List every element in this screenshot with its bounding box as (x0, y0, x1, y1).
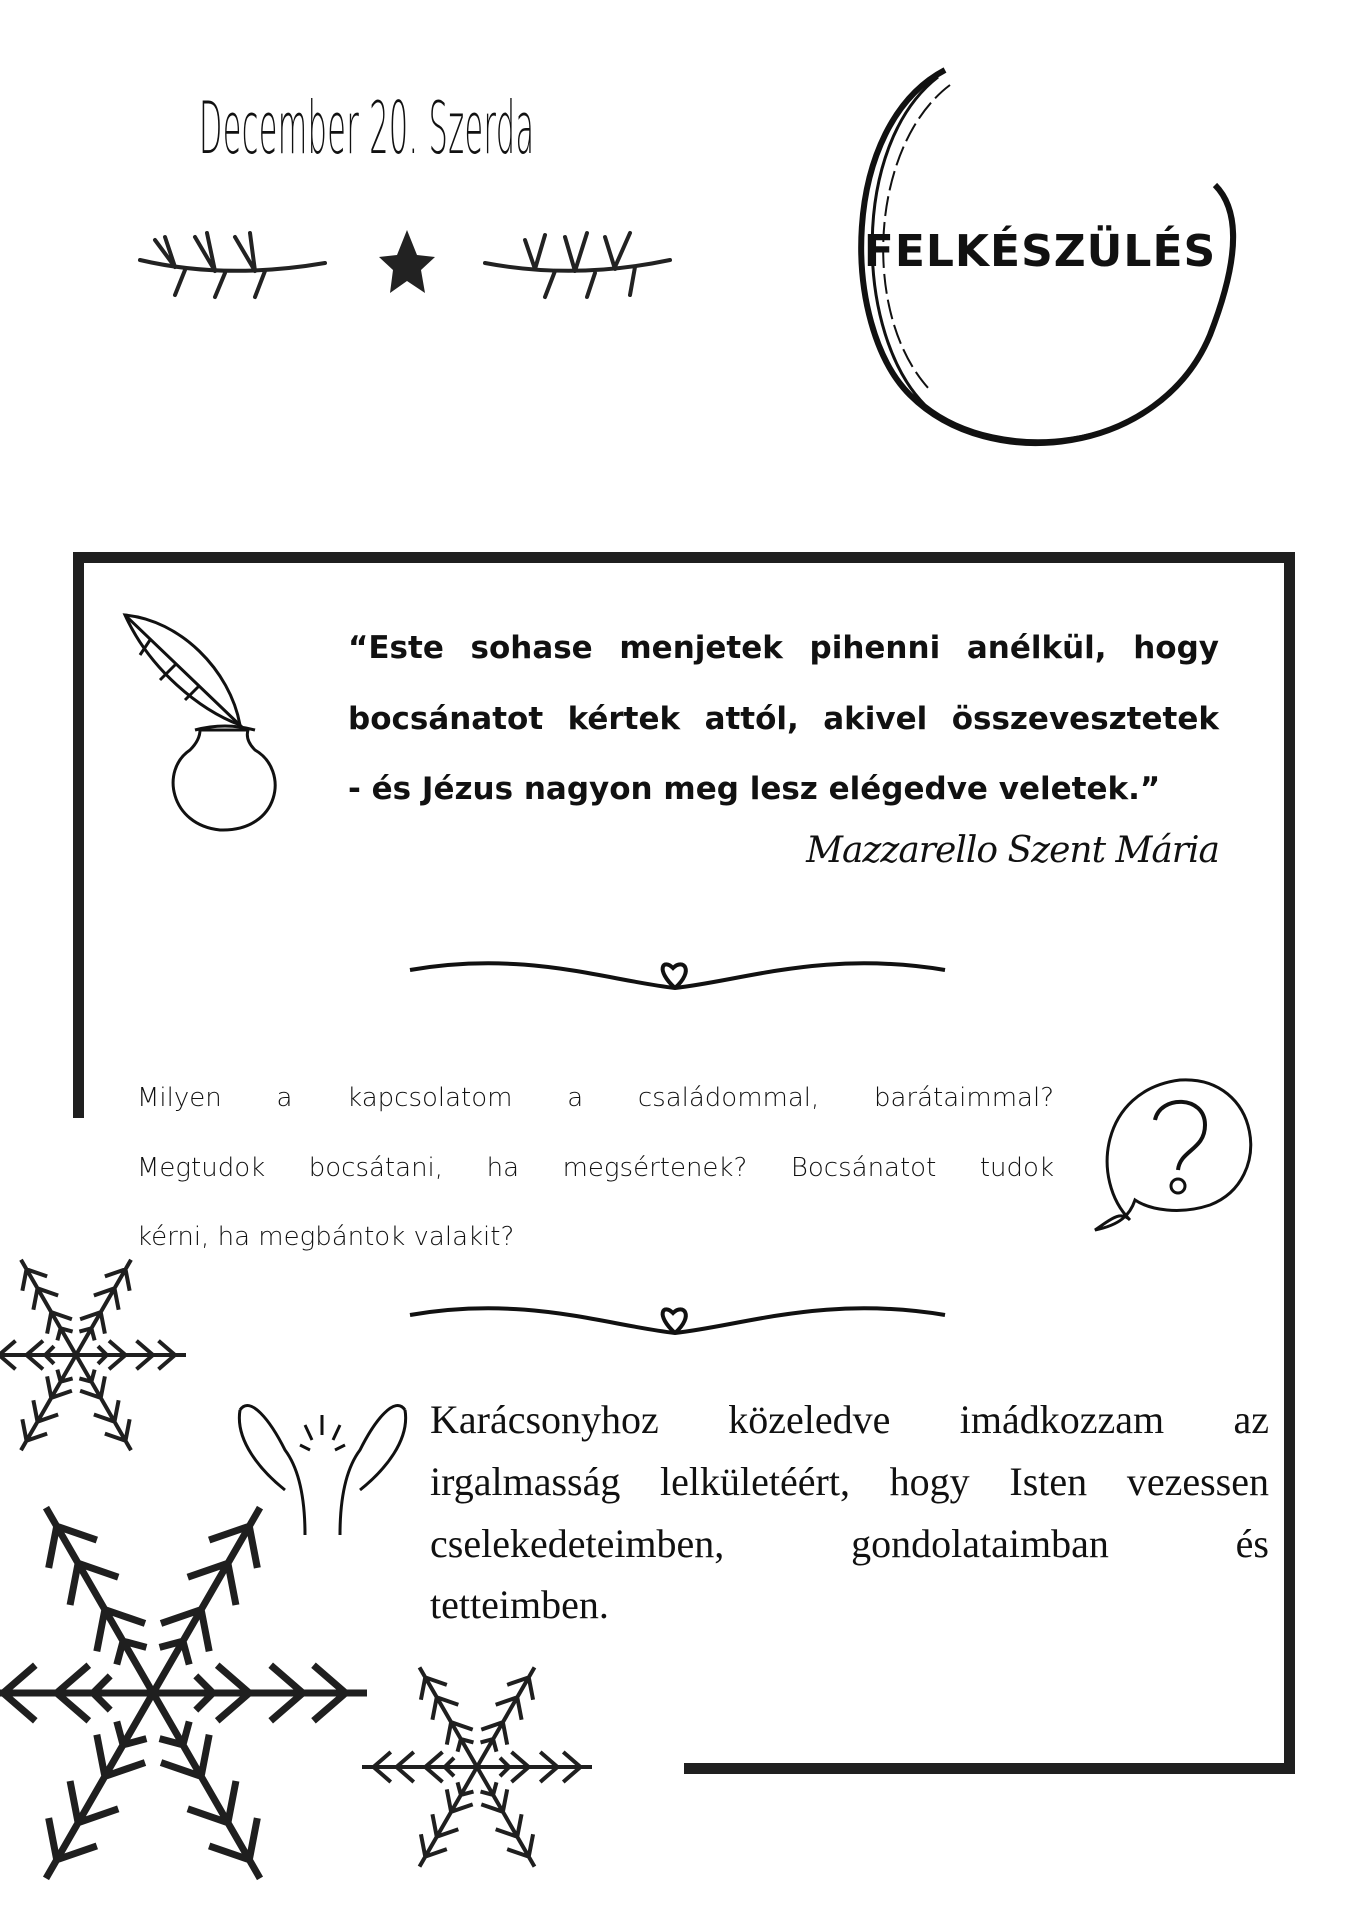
reflection-line: Milyen a kapcsolatom a családommal, barátaimmal? (137, 1083, 1054, 1113)
quote-line: bocsánatot kértek attól, akivel összevesztetek (348, 701, 1219, 737)
frame-left-border (73, 552, 84, 1118)
branch-star-ornament (135, 225, 680, 305)
quill-inkwell-icon (120, 610, 320, 840)
frame-top-border (73, 552, 1295, 563)
reflection-line: Megtudok bocsátani, ha megsértenek? Bocsánatot tudok (137, 1153, 1054, 1183)
prayer-line: cselekedeteimben, gondolataimban és (430, 1521, 1269, 1566)
prayer-line: irgalmasság lelkületéért, hogy Isten vezessen (430, 1459, 1269, 1504)
page-title: FELKÉSZÜLÉS (863, 226, 1217, 277)
question-bubble-icon (1090, 1070, 1270, 1240)
frame-bottom-border (684, 1763, 1295, 1774)
branch-right-icon (485, 233, 670, 297)
quote-line: “Este sohase menjetek pihenni anélkül, hogy (348, 630, 1219, 666)
prayer-line: Karácsonyhoz közeledve imádkozzam az (430, 1397, 1269, 1442)
date-heading: December 20. Szerda (199, 86, 535, 170)
branch-left-icon (140, 233, 325, 297)
star-icon (379, 230, 435, 293)
quote-author: Mazzarello Szent Mária (806, 830, 1219, 871)
snowflake-icon (0, 1508, 367, 1879)
snowflakes-decoration (0, 1230, 620, 1920)
frame-right-border (1284, 552, 1295, 1774)
snowflake-icon (362, 1667, 592, 1866)
reflection-line: kérni, ha megbántok valakit? (137, 1222, 515, 1252)
snowflake-icon (0, 1260, 186, 1451)
heart-divider-icon (405, 950, 950, 1000)
quote-line: - és Jézus nagyon meg lesz elégedve veletek.” (348, 771, 1161, 807)
prayer-line: tetteimben. (430, 1582, 609, 1627)
